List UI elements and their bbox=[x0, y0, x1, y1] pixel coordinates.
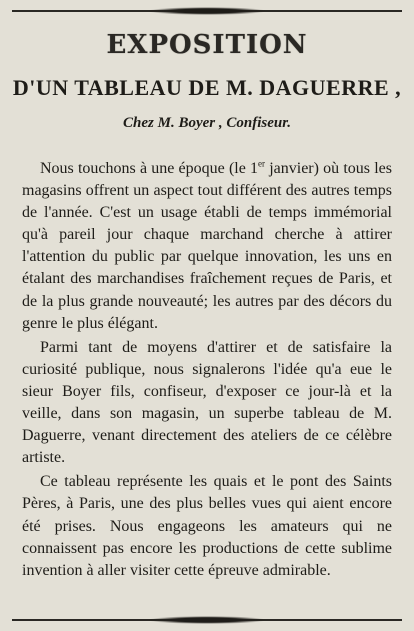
headline-subtitle: D'UN TABLEAU DE M. DAGUERRE , bbox=[12, 75, 402, 100]
top-ornamental-rule bbox=[12, 10, 402, 12]
paragraph-1-start: Nous touchons à une époque (le 1 bbox=[40, 160, 259, 177]
ordinal-superscript: er bbox=[258, 158, 266, 169]
bottom-ornamental-rule bbox=[12, 619, 402, 621]
rule-ornament bbox=[147, 7, 267, 15]
paragraph-1 bbox=[22, 158, 392, 335]
paragraph-2: Parmi tant de moyens d'attirer et de satisfaire la curiosité publique, nous signalerons l'idée qu'a eue le sieur Boyer fils, confiseur, d'exposer ce jour-là et la veille, dans son magasin, un superbe tableau de M. Daguerre, venant directement des ateliers de ce célèbre artiste. bbox=[22, 338, 392, 467]
headline-shop: Chez M. Boyer , Confiseur. bbox=[123, 115, 291, 131]
article-body bbox=[22, 158, 392, 582]
headline-title: EXPOSITION bbox=[106, 30, 308, 60]
rule-ornament bbox=[147, 616, 267, 624]
paragraph-3: Ce tableau représente les quais et le pont des Saints Pères, à Paris, une des plus belles vues qui aient encore été prises. Nous engageons les amateurs qui ne connaissent pas encore les productions de cette sublime invention à aller visiter cette épreuve admirable. bbox=[22, 473, 392, 579]
paragraph-1-rest: janvier) où tous les magasins offrent un aspect tout différent des autres temps de l'année. C'est un usage établi de temps immémorial qu'à pareil jour chaque marchand cherche à attirer l'attention du public par quelque innovation, les uns en étalant des marchandises fraîchement reçues de Paris, et de la plus grande nouveauté; les autres par des décors du genre le plus élégant. bbox=[22, 160, 392, 332]
